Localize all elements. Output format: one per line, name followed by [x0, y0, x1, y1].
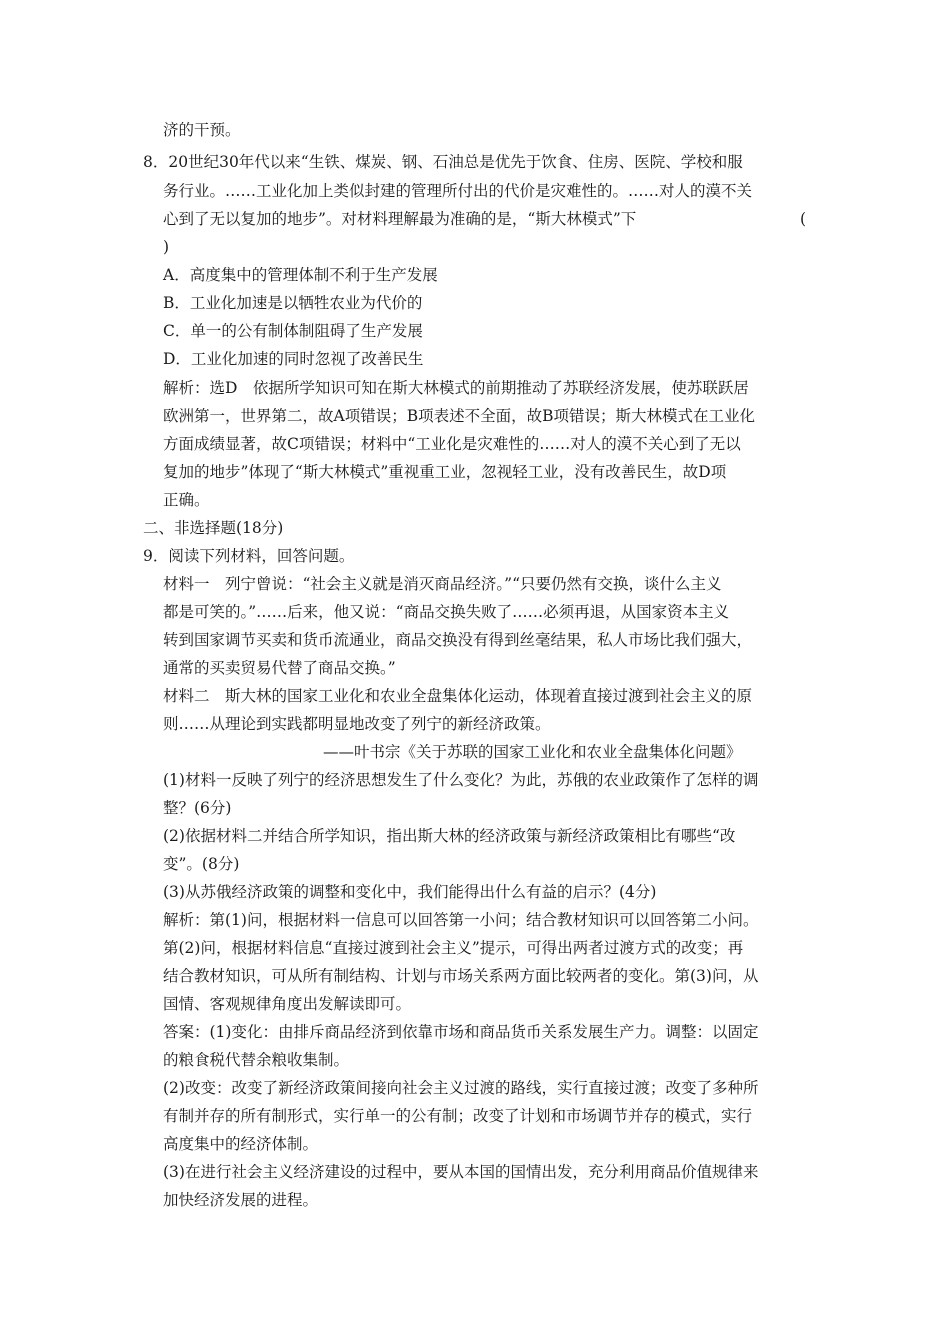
text-line: 的粮食税代替余粮收集制。 — [163, 1051, 350, 1069]
text-line: 正确。 — [163, 491, 210, 509]
text-line: 心到了无以复加的地步”。对材料理解最为准确的是，“斯大林模式”下 — [163, 210, 637, 228]
section-heading: 二、非选择题(18分) — [143, 519, 284, 537]
sub-question-2: (2)依据材料二并结合所学知识，指出斯大林的经济政策与新经济政策相比有哪些“改 — [163, 827, 736, 845]
text-line: 复加的地步”体现了“斯大林模式”重视重工业，忽视轻工业，没有改善民生，故D项 — [163, 463, 727, 481]
sub-question-3: (3)从苏俄经济政策的调整和变化中，我们能得出什么有益的启示？(4分) — [163, 883, 657, 901]
text-line: 欧洲第一，世界第二，故A项错误；B项表述不全面，故B项错误；斯大林模式在工业化 — [163, 407, 755, 425]
text-line: 整？(6分) — [163, 799, 232, 817]
analysis-9: 解析：第(1)问，根据材料一信息可以回答第一小问；结合教材知识可以回答第二小问。 — [163, 911, 759, 929]
text-line: 方面成绩显著，故C项错误；材料中“工业化是灾难性的……对人的漠不关心到了无以 — [163, 435, 741, 453]
text-line: 第(2)问，根据材料信息“直接过渡到社会主义”提示，可得出两者过渡方式的改变；再 — [163, 939, 744, 957]
analysis-8: 解析：选D 依据所学知识可知在斯大林模式的前期推动了苏联经济发展，使苏联跃居 — [163, 379, 749, 397]
answer-9: 答案：(1)变化：由排斥商品经济到依靠市场和商品货币关系发展生产力。调整：以固定 — [163, 1023, 759, 1041]
answer-9-part-3: (3)在进行社会主义经济建设的过程中，要从本国的国情出发，充分利用商品价值规律来 — [163, 1163, 759, 1181]
text-line: 加快经济发展的进程。 — [163, 1191, 319, 1209]
question-9-stem: 9．阅读下列材料，回答问题。 — [143, 547, 355, 565]
answer-paren-open: ( — [800, 210, 807, 228]
text-line: 国情、客观规律角度出发解读即可。 — [163, 995, 412, 1013]
question-8-stem: 8．20世纪30年代以来“生铁、煤炭、钢、石油总是优先于饮食、住房、医院、学校和服 — [143, 153, 743, 171]
option-a: A．高度集中的管理体制不利于生产发展 — [163, 266, 438, 284]
text-line: 通常的买卖贸易代替了商品交换。” — [163, 659, 396, 677]
sub-question-1: (1)材料一反映了列宁的经济思想发生了什么变化？为此，苏俄的农业政策作了怎样的调 — [163, 771, 759, 789]
option-c: C．单一的公有制体制阻碍了生产发展 — [163, 322, 423, 340]
text-line: 都是可笑的。”……后来，他又说：“商品交换失败了……必须再退，从国家资本主义 — [163, 603, 730, 621]
text-line: 有制并存的所有制形式，实行单一的公有制；改变了计划和市场调节并存的模式，实行 — [163, 1107, 753, 1125]
text-line: 务行业。……工业化加上类似封建的管理所付出的代价是灾难性的。……对人的漠不关 — [163, 182, 753, 200]
text-line: 高度集中的经济体制。 — [163, 1135, 319, 1153]
text-line: 济的干预。 — [163, 121, 241, 139]
material-2: 材料二 斯大林的国家工业化和农业全盘集体化运动，体现着直接过渡到社会主义的原 — [163, 687, 753, 705]
text-line: 则……从理论到实践都明显地改变了列宁的新经济政策。 — [163, 715, 551, 733]
option-d: D．工业化加速的同时忽视了改善民生 — [163, 350, 424, 368]
text-line: 结合教材知识，可从所有制结构、计划与市场关系两方面比较两者的变化。第(3)问，从 — [163, 967, 759, 985]
answer-9-part-2: (2)改变：改变了新经济政策间接向社会主义过渡的路线，实行直接过渡；改变了多种所 — [163, 1079, 759, 1097]
option-b: B．工业化加速是以牺牲农业为代价的 — [163, 294, 423, 312]
material-1: 材料一 列宁曾说：“社会主义就是消灭商品经济。”“只要仍然有交换，谈什么主义 — [163, 575, 722, 593]
text-line: 变”。(8分) — [163, 855, 240, 873]
text-line: 转到国家调节买卖和货币流通业，商品交换没有得到丝毫结果，私人市场比我们强大， — [163, 631, 753, 649]
citation: ——叶书宗《关于苏联的国家工业化和农业全盘集体化问题》 — [323, 743, 742, 761]
answer-paren-close: ) — [163, 238, 170, 256]
